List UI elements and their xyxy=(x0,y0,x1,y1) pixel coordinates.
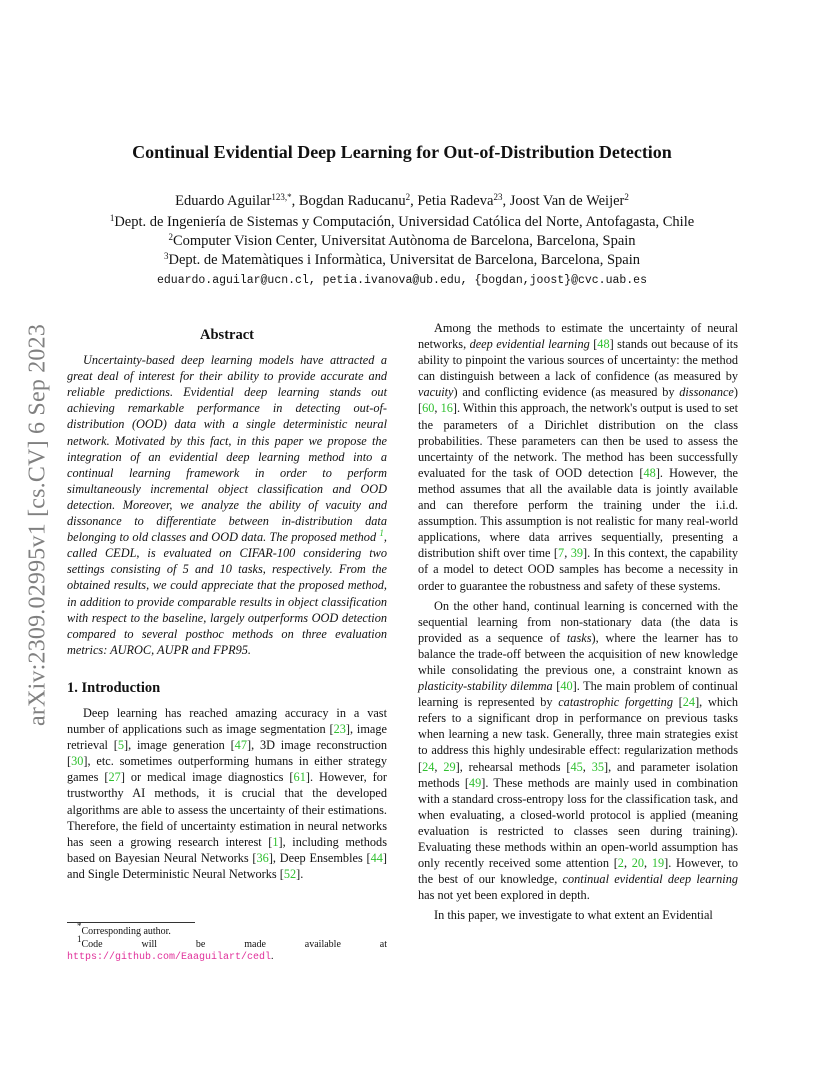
citation-link[interactable]: 5 xyxy=(117,738,125,753)
citation-link[interactable]: 48 xyxy=(597,337,610,352)
citation-link[interactable]: 60 xyxy=(422,401,435,416)
citation-link[interactable]: 40 xyxy=(560,679,573,694)
footnote-code: $^1$Code will be made available at https://github.com/Eaaguilart/cedl. xyxy=(67,933,387,963)
citation-link[interactable]: 19 xyxy=(651,856,665,871)
citation-link[interactable]: 24 xyxy=(682,695,696,710)
citation-link[interactable]: 45 xyxy=(570,759,583,774)
citation-link[interactable]: 44 xyxy=(370,850,383,865)
citation-link[interactable]: 49 xyxy=(468,775,482,790)
arxiv-stamp: arXiv:2309.02995v1 [cs.CV] 6 Sep 2023 xyxy=(24,323,51,727)
right-paragraph-3: In this paper, we investigate to what extent an Evidential xyxy=(434,908,713,923)
right-column xyxy=(418,320,738,923)
intro-paragraph-1: Deep learning has reached amazing accuracy in a vast number of applications such as image segmentation [23], image retrieval [5], image generation [47], 3D image reconstruction [30], etc. sometimes outperforming humans in either strategy games [27] or medical image diagnostics [61]. However, for trustworthy AI methods, it is crucial that the developed algorithms are able to assess the uncertainty of their estimations. Therefore, the field of uncertainty estimation in neural networks has seen a growing research interest [1], including methods based on Bayesian Neural Networks [36], Deep Ensembles [44] and Single Deterministic Neural Networks [52]. xyxy=(67,705,387,881)
affiliation-2: $^2$Computer Vision Center, Universitat Autònoma de Barcelona, Barcelona, Spain xyxy=(168,232,636,249)
citation-link[interactable]: 1 xyxy=(272,834,279,849)
citation-link[interactable]: 35 xyxy=(591,759,605,774)
citation-link[interactable]: 29 xyxy=(443,759,456,774)
citation-link[interactable]: 61 xyxy=(293,770,306,785)
affiliation-marker: 23 xyxy=(493,192,503,202)
author-list: Eduardo Aguilar$^{123,*}$, Bogdan Raducanu$^2$, Petia Radeva$^{23}$, Joost Van de Weijer$^2$ xyxy=(175,192,629,209)
section-heading-introduction: 1. Introduction xyxy=(67,679,161,696)
abstract-heading: Abstract xyxy=(200,327,254,343)
footnote-link[interactable]: 1 xyxy=(379,528,384,539)
paper-title: Continual Evidential Deep Learning for Out-of-Distribution Detection xyxy=(132,142,672,162)
author-emails: eduardo.aguilar@ucn.cl, petia.ivanova@ub.edu, {bogdan,joost}@cvc.uab.es xyxy=(157,274,647,287)
author-van-de-weijer: , Joost Van de Weijer xyxy=(502,193,625,209)
affiliation-marker: 2 xyxy=(405,192,411,202)
affiliation-marker: 123 xyxy=(271,192,285,202)
citation-link[interactable]: 24 xyxy=(422,759,435,774)
right-paragraph-2: On the other hand, continual learning is concerned with the sequential learning from non-stationary data (the data is provided as a sequence of tasks), where the learner has to balance the trade-off between the acquisition of new knowledge while consolidating the previous one, a constraint known as plasticity-stability dilemma [40]. The main problem of continual learning is represented by catastrophic forgetting [24], which refers to a significant drop in performance on previous tasks when learning a new task. Generally, three main strategies exist to address this highly undesirable effect: regularization methods [24, 29], rehearsal methods [45, 35], and parameter isolation methods [49]. These methods are mainly used in combination with a standard cross-entropy loss for the classification task, and when evaluating, a closed-world protocol is applied (meaning evaluation is restricted to classes seen during training). Evaluating these methods within an open-world assumption has only recently received some attention [2, 20, 19]. However, to the best of our knowledge, continual evidential deep learning has not yet been explored in depth. xyxy=(418,598,739,903)
citation-link[interactable]: 16 xyxy=(440,401,453,416)
right-paragraph-1: Among the methods to estimate the uncertainty of neural networks, deep evidential learning [48] stands out because of its ability to pinpoint the various sources of uncertainty: the method can distinguish between a lack of confidence (as measured by vacuity) and conflicting evidence (as measured by dissonance) [60, 16]. Within this approach, the network's output is used to set the parameters of a Dirichlet distribution on the class probabilities. These parameters can then be used to assess the uncertainty of the network. The method has been successfully evaluated for the task of OOD detection [48]. However, the method assumes that all the available data is jointly available and can therefore perform the training under the i.i.d. assumption. This assumption is not realistic for many real-world applications, where data arrives sequentially, presenting a distribution shift over time [7, 39]. In this context, the capability of a model to detect OOD samples has become a necessity in order to guarantee the robustness and safety of these systems. xyxy=(418,321,739,593)
citation-link[interactable]: 39 xyxy=(570,546,583,561)
affiliation-3: $^3$Dept. de Matemàtiques i Informàtica, Universitat de Barcelona, Barcelona, Spain xyxy=(164,251,640,268)
citation-link[interactable]: 23 xyxy=(333,722,346,737)
affiliation-1: $^1$Dept. de Ingeniería de Sistemas y Computación, Universidad Católica del Norte, Antofagasta, Chile xyxy=(109,213,695,230)
affiliation-marker: 2 xyxy=(624,192,629,202)
footnotes xyxy=(67,921,387,965)
left-column xyxy=(67,320,387,882)
citation-link[interactable]: 27 xyxy=(108,770,121,785)
footnote-rule xyxy=(67,922,195,923)
citation-link[interactable]: 52 xyxy=(283,866,297,881)
footnote-corresponding: *Corresponding author. xyxy=(77,921,171,937)
citation-link[interactable]: 30 xyxy=(71,754,84,769)
citation-link[interactable]: 36 xyxy=(256,850,269,865)
author-radeva: , Petia Radeva xyxy=(410,193,494,209)
citation-link[interactable]: 20 xyxy=(631,856,645,871)
code-repository-link[interactable]: https://github.com/Eaaguilart/cedl xyxy=(67,952,272,963)
citation-link[interactable]: 2 xyxy=(617,856,624,871)
abstract-text: Uncertainty-based deep learning models have attracted a great deal of interest for their ability to provide accurate and reliable predictions. Evidential deep learning stands out achieving remarkable performance in detecting out-of-distribution (OOD) data with a single deterministic neural network. Motivated by this fact, in this paper we propose the integration of an evidential deep learning method into a continual learning framework in order to perform simultaneously incremental object classification and OOD detection. Moreover, we analyze the ability of vacuity and dissonance to differentiate between in-distribution data belonging to old classes and OOD data. The proposed method $^1$, called CEDL, is evaluated on CIFAR-100 considering two settings consisting of 5 and 10 tasks, respectively. From the obtained results, we could appreciate that the proposed method, in addition to provide comparable results in object classification with respect to the baseline, largely outperforms OOD detection compared to several posthoc methods on three evaluation metrics: AUROC, AUPR and FPR95. xyxy=(67,353,387,657)
author-aguilar: Eduardo Aguilar xyxy=(175,193,272,209)
citation-link[interactable]: 47 xyxy=(234,738,247,753)
citation-link[interactable]: 7 xyxy=(558,546,565,561)
author-raducanu: , Bogdan Raducanu xyxy=(291,193,406,209)
citation-link[interactable]: 48 xyxy=(643,465,656,480)
